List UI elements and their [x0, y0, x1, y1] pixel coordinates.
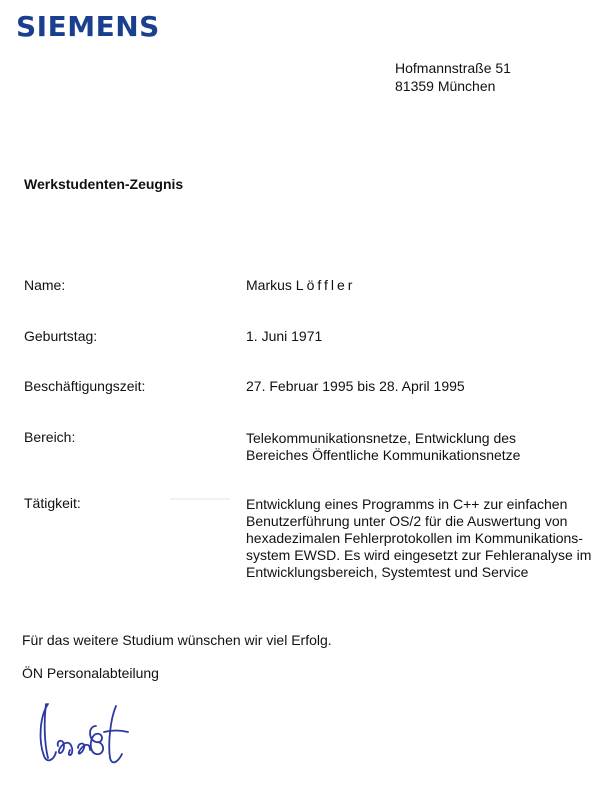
area-line: Telekommunikationsnetze, Entwicklung des	[246, 430, 517, 446]
activity-line: hexadezimalen Fehlerprotokollen im Kommunikations-	[246, 530, 583, 546]
employment-value: 27. Februar 1995 bis 28. April 1995	[246, 378, 465, 394]
document-title: Werkstudenten-Zeugnis	[24, 176, 184, 192]
department-name: ÖN Personalabteilung	[22, 665, 159, 681]
activity-line: Benutzerführung unter OS/2 für die Auswertung von	[246, 513, 568, 529]
scan-artifact	[170, 498, 230, 500]
name-label: Name:	[24, 277, 66, 293]
address-street: Hofmannstraße 51	[395, 60, 511, 76]
activity-line: system EWSD. Es wird eingesetzt zur Fehleranalyse im	[246, 547, 592, 563]
area-value	[246, 430, 606, 464]
activity-line: Entwicklungsbereich, Systemtest und Service	[246, 564, 529, 580]
closing-wish: Für das weitere Studium wünschen wir viel Erfolg.	[22, 632, 332, 648]
first-name: Markus	[246, 277, 292, 293]
birthday-value: 1. Juni 1971	[246, 328, 323, 344]
siemens-logo: SIEMENS	[16, 10, 160, 43]
activity-line: Entwicklung eines Programms in C++ zur einfachen	[246, 496, 568, 512]
address-city: 81359 München	[395, 78, 496, 94]
area-line: Bereiches Öffentliche Kommunikationsnetze	[246, 447, 521, 463]
signature	[34, 696, 144, 776]
area-label: Bereich:	[24, 429, 76, 445]
last-name: Löffler	[295, 277, 356, 293]
company-address	[395, 59, 511, 95]
name-value	[246, 277, 606, 294]
activity-label: Tätigkeit:	[24, 495, 81, 511]
activity-value	[246, 496, 606, 581]
employment-label: Beschäftigungszeit:	[24, 378, 146, 394]
birthday-label: Geburtstag:	[24, 328, 98, 344]
